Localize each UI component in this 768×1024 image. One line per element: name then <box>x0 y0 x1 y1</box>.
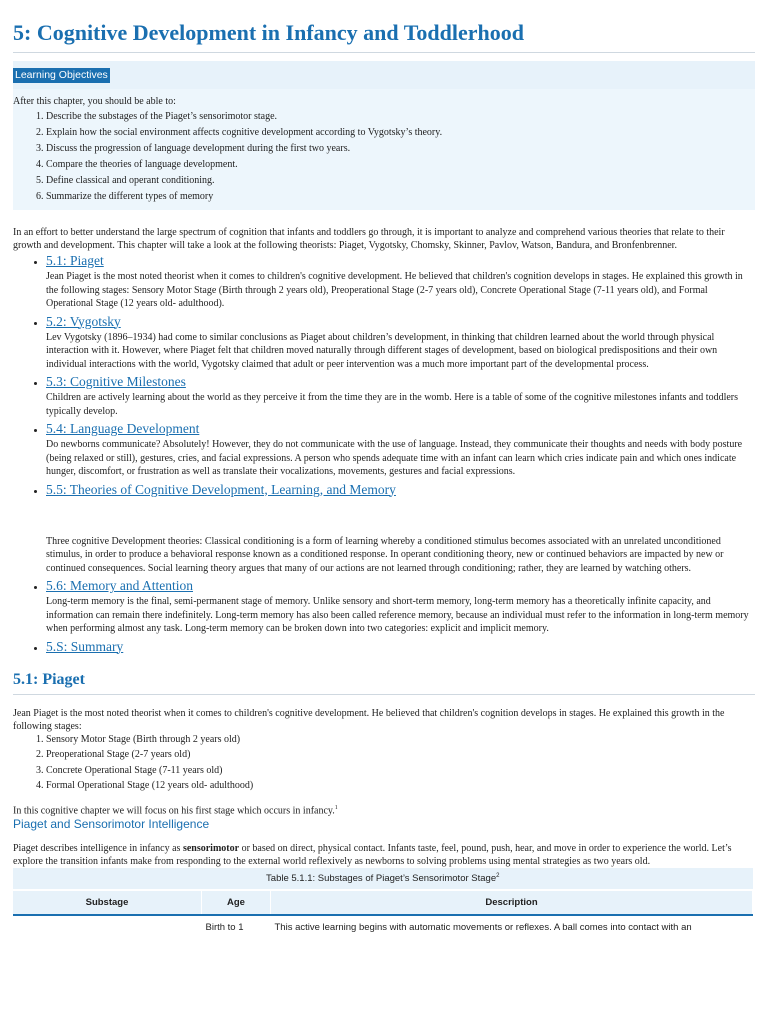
section-link-theories[interactable]: 5.5: Theories of Cognitive Development, Learning, and Memory <box>46 481 396 497</box>
piaget-stage-list <box>13 733 755 793</box>
col-header-description: Description <box>271 890 753 915</box>
table-row <box>13 915 753 939</box>
objective-item: 5. Define classical and operant conditioning. <box>46 174 755 187</box>
intro-paragraph: In an effort to better understand the large spectrum of cognition that infants and toddlers go through, it is important to analyze and comprehend various theories that relate to their growth and development. This chapter will take a look at the following theorists: Piaget, Vygotsky, Chomsky, Skinner, Pavlov, Watson, Bandura, and Bronfenbrenner. <box>13 227 725 251</box>
section-item <box>46 252 755 311</box>
sensori-term: sensorimotor <box>182 843 240 855</box>
section-item <box>46 481 755 576</box>
section-link-piaget[interactable]: 5.1: Piaget <box>46 253 104 268</box>
sensori-text-post: or based on direct, physical contact. Infants taste, feel, pound, push, hear, and move in order to experience the world. Let’s explore the transition infants make from responding to the external world reflexively as newborns to solving problems using mental strategies as two years old. <box>13 843 732 868</box>
section-description: Do newborns communicate? Absolutely! However, they do not communicate with the use of language. Instead, they communicate their thoughts and needs with body posture (being relaxed or still), gestures, cries, and facial expressions. A person who spends adequate time with an infant can learn which cries indicate pain and which ones indicate hunger, discomfort, or frustration as well as translate their vocalizations, movements, gestures and facial expressions. <box>46 439 743 477</box>
objective-item: 6. Summarize the different types of memory <box>46 190 755 203</box>
section-list <box>13 252 755 656</box>
section-description: Long-term memory is the final, semi-permanent stage of memory. Unlike sensory and short-term memory, long-term memory has a theoretically infinite capacity, and information can remain there indefinitely. Long-term memory has also been called reference memory, because an individual must refer to the information in long-term memory when performing almost any task. Long-term memory can be broken down into two categories: explicit and implicit memory. <box>46 596 749 634</box>
stage-item: 3. Concrete Operational Stage (7-11 years old) <box>46 764 755 777</box>
section-item <box>46 638 755 656</box>
table-cell-substage <box>13 915 202 939</box>
objective-item: 2. Explain how the social environment affects cognitive development according to Vygotsky’s theory. <box>46 126 755 139</box>
section-link-cognitive-milestones[interactable]: 5.3: Cognitive Milestones <box>46 374 186 389</box>
subheading-sensorimotor: Piaget and Sensorimotor Intelligence <box>13 817 210 832</box>
piaget-intro: Jean Piaget is the most noted theorist when it comes to children's cognitive development. He believed that children's cognition develops in stages. He explained this growth in the following stages: <box>13 707 725 732</box>
col-header-substage: Substage <box>13 890 202 915</box>
stage-item: 1. Sensory Motor Stage (Birth through 2 years old) <box>46 733 755 746</box>
section-link-memory-attention[interactable]: 5.6: Memory and Attention <box>46 578 193 593</box>
footnote-ref[interactable]: 2 <box>496 873 500 880</box>
objectives-header-band <box>13 61 755 89</box>
piaget-focus-text: In this cognitive chapter we will focus on his first stage which occurs in infancy. <box>13 805 335 817</box>
objectives-box <box>13 89 755 210</box>
table-caption <box>13 868 753 890</box>
section-item <box>46 313 755 372</box>
objective-item: 4. Compare the theories of language development. <box>46 158 755 171</box>
section-link-language-development[interactable]: 5.4: Language Development <box>46 421 200 436</box>
section-description: Jean Piaget is the most noted theorist when it comes to children's cognitive development. He believed that children's cognition develops in stages. He explained this growth in the following stages: Sensory Motor Stage (Birth through 2 years old), Preoperational Stage (2-7 years old), Concrete Operational Stage (7-11 years old), and Formal Operational Stage (12 years old- adulthood). <box>46 271 743 309</box>
section-item <box>46 577 755 636</box>
section-item <box>46 420 755 479</box>
objectives-intro: After this chapter, you should be able to: <box>13 96 176 107</box>
sensori-text-pre: Piaget describes intelligence in infancy as <box>13 843 183 855</box>
substages-table <box>13 868 753 939</box>
table-caption-text: Table 5.1.1: Substages of Piaget’s Sensorimotor Stage <box>266 873 497 885</box>
objectives-heading: Learning Objectives <box>15 69 108 81</box>
objective-item: 1. Describe the substages of the Piaget’s sensorimotor stage. <box>46 110 755 123</box>
col-header-age: Age <box>202 890 271 915</box>
section-item <box>46 373 755 418</box>
table-cell-age: Birth to 1 <box>205 922 244 934</box>
section-link-vygotsky[interactable]: 5.2: Vygotsky <box>46 313 121 329</box>
section-link-summary[interactable]: 5.S: Summary <box>46 638 124 654</box>
spacer <box>46 499 755 535</box>
sensorimotor-paragraph <box>13 842 755 868</box>
objectives-list <box>13 110 755 203</box>
section-description: Three cognitive Development theories: Classical conditioning is a form of learning whereby a conditioned stimulus becomes associated with an unrelated unconditioned stimulus, in order to produce a behavioral response known as a conditioned response. In operant conditioning theory, new or continued behaviors are impacted by new or continued consequences. Social learning theory argues that many of our actions are not learned through conditioning; rather, they are learned by watching others. <box>46 535 724 574</box>
piaget-focus <box>13 802 755 817</box>
section-heading-piaget: 5.1: Piaget <box>13 670 755 695</box>
table-header-row <box>13 890 753 915</box>
footnote-ref[interactable]: 1 <box>334 805 338 811</box>
section-description: Children are actively learning about the world as they perceive it from the time they are in the womb. Here is a table of some of the cognitive milestones infants and toddlers typically develop. <box>46 392 739 417</box>
table-caption-row <box>13 868 753 890</box>
stage-item: 4. Formal Operational Stage (12 years old- adulthood) <box>46 779 755 792</box>
objective-item: 3. Discuss the progression of language development during the first two years. <box>46 142 755 155</box>
stage-item: 2. Preoperational Stage (2-7 years old) <box>46 748 755 761</box>
section-description: Lev Vygotsky (1896–1934) had come to similar conclusions as Piaget about children’s development, in thinking that children learned about the world through physical interaction with it. However, where Piaget felt that children moved naturally through different stages of development, based on biological predispositions and their own individual interactions with the world, Vygotsky claimed that adult or peer intervention was a much more important part of the developmental process. <box>46 331 718 370</box>
table-cell-description: This active learning begins with automatic movements or reflexes. A ball comes into contact with an <box>274 922 692 934</box>
page-title: 5: Cognitive Development in Infancy and Toddlerhood <box>13 0 755 53</box>
